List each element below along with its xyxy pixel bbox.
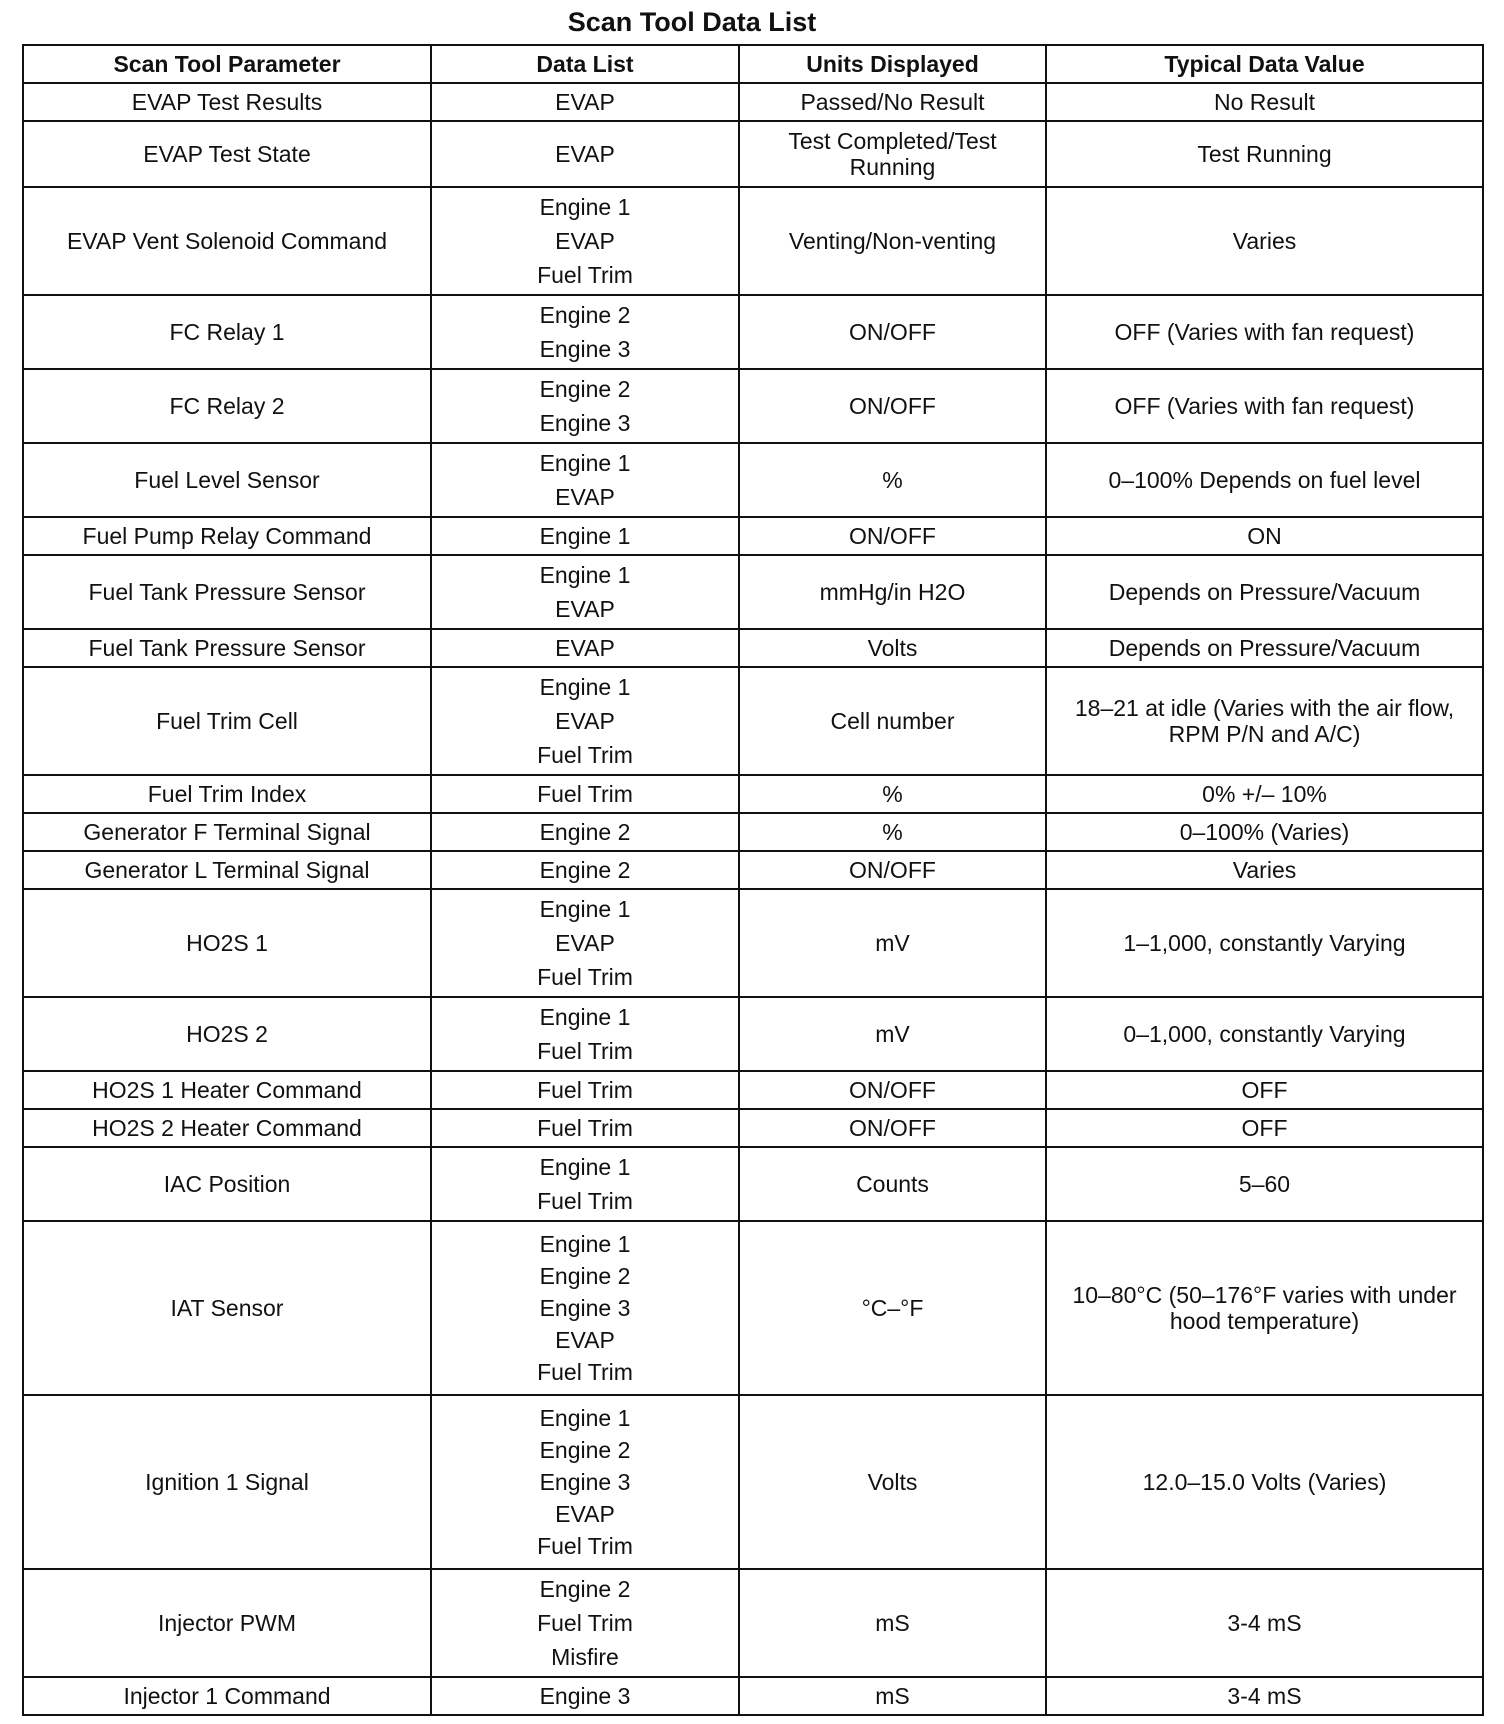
table-row: [23, 629, 1483, 667]
cell-units: %: [739, 443, 1046, 517]
cell-typical-value: OFF (Varies with fan request): [1046, 295, 1483, 369]
cell-typical-value: ON: [1046, 517, 1483, 555]
data-list-entry: Engine 2: [539, 1263, 631, 1289]
data-list-entry: Engine 2: [539, 857, 631, 883]
table-row: [23, 775, 1483, 813]
cell-parameter: Injector 1 Command: [23, 1677, 431, 1715]
cell-units: Test Completed/Test Running: [739, 121, 1046, 187]
data-list-entry: Fuel Trim: [537, 742, 633, 768]
table-row: [23, 369, 1483, 443]
table-row: [23, 997, 1483, 1071]
cell-data-list: [431, 83, 739, 121]
table-row: [23, 121, 1483, 187]
cell-data-list: [431, 1109, 739, 1147]
data-list-entry: Engine 1: [539, 523, 631, 549]
cell-units: ON/OFF: [739, 1109, 1046, 1147]
data-list-entry: Fuel Trim: [537, 964, 633, 990]
table-row: [23, 1677, 1483, 1715]
data-list-entry: Fuel Trim: [537, 1038, 633, 1064]
cell-data-list: [431, 1677, 739, 1715]
cell-data-list: [431, 443, 739, 517]
table-row: [23, 1109, 1483, 1147]
header-typical-data-value: Typical Data Value: [1046, 45, 1483, 83]
data-list-entry: EVAP: [555, 1501, 615, 1527]
cell-units: Counts: [739, 1147, 1046, 1221]
table-body: [23, 83, 1483, 1715]
cell-typical-value: No Result: [1046, 83, 1483, 121]
cell-units: Venting/Non-venting: [739, 187, 1046, 295]
cell-typical-value: 3-4 mS: [1046, 1677, 1483, 1715]
data-list-entry: EVAP: [555, 89, 615, 115]
cell-parameter: FC Relay 1: [23, 295, 431, 369]
data-list-entry: EVAP: [555, 930, 615, 956]
cell-typical-value: Depends on Pressure/Vacuum: [1046, 629, 1483, 667]
cell-typical-value: OFF: [1046, 1109, 1483, 1147]
data-list-entry: Engine 1: [539, 450, 631, 476]
cell-parameter: Ignition 1 Signal: [23, 1395, 431, 1569]
cell-units: Volts: [739, 629, 1046, 667]
data-list-entry: Engine 2: [539, 1437, 631, 1463]
cell-units: mmHg/in H2O: [739, 555, 1046, 629]
cell-typical-value: OFF (Varies with fan request): [1046, 369, 1483, 443]
cell-units: ON/OFF: [739, 369, 1046, 443]
cell-parameter: Fuel Trim Index: [23, 775, 431, 813]
table-row: [23, 851, 1483, 889]
cell-data-list: [431, 667, 739, 775]
header-units-displayed: Units Displayed: [739, 45, 1046, 83]
table-row: [23, 1395, 1483, 1569]
cell-parameter: IAT Sensor: [23, 1221, 431, 1395]
table-row: [23, 1569, 1483, 1677]
data-list-entry: Fuel Trim: [537, 1077, 633, 1103]
cell-data-list: [431, 121, 739, 187]
cell-units: Passed/No Result: [739, 83, 1046, 121]
data-list-entry: Engine 1: [539, 194, 631, 220]
data-list-entry: Engine 3: [539, 1469, 631, 1495]
table-row: [23, 555, 1483, 629]
cell-typical-value: Depends on Pressure/Vacuum: [1046, 555, 1483, 629]
cell-typical-value: 0–100% (Varies): [1046, 813, 1483, 851]
data-list-entry: Engine 1: [539, 1231, 631, 1257]
cell-typical-value: 12.0–15.0 Volts (Varies): [1046, 1395, 1483, 1569]
header-scan-tool-parameter: Scan Tool Parameter: [23, 45, 431, 83]
cell-units: ON/OFF: [739, 851, 1046, 889]
cell-parameter: Generator L Terminal Signal: [23, 851, 431, 889]
cell-units: mV: [739, 889, 1046, 997]
cell-units: mS: [739, 1569, 1046, 1677]
data-list-entry: Engine 2: [539, 302, 631, 328]
cell-units: Volts: [739, 1395, 1046, 1569]
cell-units: %: [739, 775, 1046, 813]
data-list-entry: Engine 1: [539, 1004, 631, 1030]
cell-parameter: Fuel Trim Cell: [23, 667, 431, 775]
cell-units: mV: [739, 997, 1046, 1071]
data-list-entry: EVAP: [555, 596, 615, 622]
cell-data-list: [431, 889, 739, 997]
cell-parameter: Fuel Tank Pressure Sensor: [23, 555, 431, 629]
data-list-entry: Misfire: [551, 1644, 619, 1670]
cell-parameter: HO2S 2: [23, 997, 431, 1071]
data-list-entry: Engine 1: [539, 1154, 631, 1180]
data-list-entry: Engine 2: [539, 1576, 631, 1602]
cell-units: °C–°F: [739, 1221, 1046, 1395]
table-row: [23, 1147, 1483, 1221]
cell-data-list: [431, 629, 739, 667]
table-row: [23, 83, 1483, 121]
cell-data-list: [431, 1071, 739, 1109]
cell-parameter: HO2S 2 Heater Command: [23, 1109, 431, 1147]
data-list-entry: EVAP: [555, 484, 615, 510]
cell-typical-value: Varies: [1046, 851, 1483, 889]
table-row: [23, 1071, 1483, 1109]
table-row: [23, 187, 1483, 295]
cell-units: ON/OFF: [739, 295, 1046, 369]
data-list-entry: Fuel Trim: [537, 1359, 633, 1385]
table-row: [23, 1221, 1483, 1395]
data-list-entry: Engine 3: [539, 1295, 631, 1321]
data-list-entry: Engine 1: [539, 896, 631, 922]
data-list-entry: Fuel Trim: [537, 1610, 633, 1636]
cell-parameter: HO2S 1 Heater Command: [23, 1071, 431, 1109]
table-row: [23, 295, 1483, 369]
cell-parameter: Fuel Tank Pressure Sensor: [23, 629, 431, 667]
cell-units: ON/OFF: [739, 517, 1046, 555]
data-list-entry: Engine 1: [539, 562, 631, 588]
cell-data-list: [431, 517, 739, 555]
cell-data-list: [431, 997, 739, 1071]
data-list-entry: EVAP: [555, 635, 615, 661]
cell-data-list: [431, 187, 739, 295]
cell-units: ON/OFF: [739, 1071, 1046, 1109]
header-data-list: Data List: [431, 45, 739, 83]
data-list-entry: EVAP: [555, 1327, 615, 1353]
cell-data-list: [431, 1147, 739, 1221]
cell-typical-value: 5–60: [1046, 1147, 1483, 1221]
cell-data-list: [431, 775, 739, 813]
data-list-entry: Engine 3: [539, 336, 631, 362]
cell-parameter: IAC Position: [23, 1147, 431, 1221]
cell-typical-value: 18–21 at idle (Varies with the air flow, RPM P/N and A/C): [1046, 667, 1483, 775]
data-list-entry: Fuel Trim: [537, 1188, 633, 1214]
cell-data-list: [431, 369, 739, 443]
data-list-entry: Engine 3: [539, 410, 631, 436]
data-list-entry: EVAP: [555, 228, 615, 254]
cell-units: %: [739, 813, 1046, 851]
cell-parameter: FC Relay 2: [23, 369, 431, 443]
data-list-entry: Engine 2: [539, 376, 631, 402]
cell-typical-value: 0–100% Depends on fuel level: [1046, 443, 1483, 517]
cell-data-list: [431, 851, 739, 889]
cell-units: Cell number: [739, 667, 1046, 775]
cell-units: mS: [739, 1677, 1046, 1715]
cell-typical-value: 3-4 mS: [1046, 1569, 1483, 1677]
cell-parameter: EVAP Test Results: [23, 83, 431, 121]
table-row: [23, 667, 1483, 775]
cell-parameter: EVAP Vent Solenoid Command: [23, 187, 431, 295]
scan-tool-data-table: [22, 44, 1484, 1716]
cell-parameter: HO2S 1: [23, 889, 431, 997]
cell-typical-value: 0–1,000, constantly Varying: [1046, 997, 1483, 1071]
cell-data-list: [431, 555, 739, 629]
data-list-entry: Fuel Trim: [537, 1115, 633, 1141]
data-list-entry: Fuel Trim: [537, 781, 633, 807]
cell-data-list: [431, 1221, 739, 1395]
data-list-entry: EVAP: [555, 708, 615, 734]
cell-typical-value: Varies: [1046, 187, 1483, 295]
cell-data-list: [431, 1395, 739, 1569]
cell-typical-value: Test Running: [1046, 121, 1483, 187]
table-row: [23, 813, 1483, 851]
data-list-entry: Engine 2: [539, 819, 631, 845]
data-list-entry: EVAP: [555, 141, 615, 167]
data-list-entry: Engine 3: [539, 1683, 631, 1709]
cell-typical-value: OFF: [1046, 1071, 1483, 1109]
cell-typical-value: 10–80°C (50–176°F varies with under hood temperature): [1046, 1221, 1483, 1395]
cell-typical-value: 1–1,000, constantly Varying: [1046, 889, 1483, 997]
table-row: [23, 517, 1483, 555]
cell-parameter: EVAP Test State: [23, 121, 431, 187]
cell-parameter: Generator F Terminal Signal: [23, 813, 431, 851]
table-title: Scan Tool Data List: [567, 7, 817, 37]
data-list-entry: Engine 1: [539, 674, 631, 700]
cell-parameter: Fuel Pump Relay Command: [23, 517, 431, 555]
data-list-entry: Fuel Trim: [537, 262, 633, 288]
data-list-entry: Engine 1: [539, 1405, 631, 1431]
table-row: [23, 443, 1483, 517]
cell-typical-value: 0% +/– 10%: [1046, 775, 1483, 813]
table-row: [23, 889, 1483, 997]
header-row: [23, 45, 1483, 83]
data-list-entry: Fuel Trim: [537, 1533, 633, 1559]
cell-data-list: [431, 1569, 739, 1677]
cell-parameter: Injector PWM: [23, 1569, 431, 1677]
cell-data-list: [431, 295, 739, 369]
cell-data-list: [431, 813, 739, 851]
cell-parameter: Fuel Level Sensor: [23, 443, 431, 517]
